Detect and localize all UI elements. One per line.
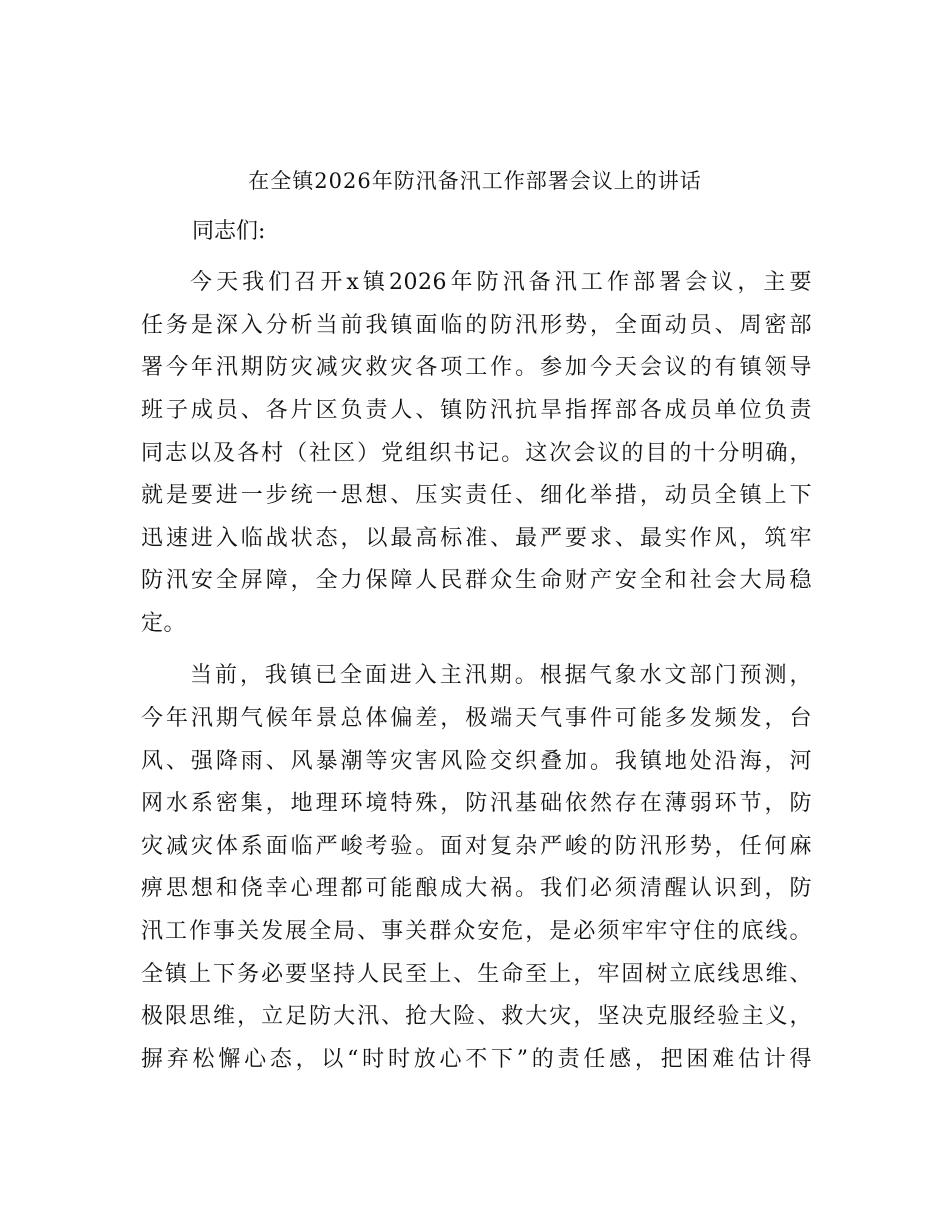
paragraph-2-line-1: 当前，我镇已全面进入主汛期。根据气象水文部门预测， [190,663,812,688]
paragraph-2-line-2: 今年汛期气候年景总体偏差，极端天气事件可能多发频发，台 [141,706,812,731]
paragraph-1-line-6: 就是要进一步统一思想、压实责任、细化举措，动员全镇上下 [141,483,812,508]
paragraph-1-line-1: 今天我们召开x镇2026年防汛备汛工作部署会议，主要 [190,270,812,295]
paragraph-2-line-4: 网水系密集，地理环境特殊，防汛基础依然存在薄弱环节，防 [141,791,812,816]
paragraph-2-line-3: 风、强降雨、风暴潮等灾害风险交织叠加。我镇地处沿海，河 [141,749,812,774]
paragraph-2-line-7: 汛工作事关发展全局、事关群众安危，是必须牢牢守住的底线。 [141,919,812,944]
paragraph-1-line-7: 迅速进入临战状态，以最高标准、最严要求、最实作风，筑牢 [141,526,812,551]
salutation: 同志们: [192,219,266,244]
paragraph-1-line-4: 班子成员、各片区负责人、镇防汛抗旱指挥部各成员单位负责 [141,398,812,423]
paragraph-2-line-9: 极限思维，立足防大汛、抢大险、救大灾，坚决克服经验主义， [141,1004,812,1029]
speech-title: 在全镇2026年防汛备汛工作部署会议上的讲话 [248,169,702,193]
paragraph-1-line-9: 定。 [141,611,187,636]
paragraph-2-line-5: 灾减灾体系面临严峻考验。面对复杂严峻的防汛形势，任何麻 [141,834,812,859]
paragraph-1-line-5: 同志以及各村（社区）党组织书记。这次会议的目的十分明确， [141,441,812,466]
paragraph-2-line-8: 全镇上下务必要坚持人民至上、生命至上，牢固树立底线思维、 [141,962,812,987]
paragraph-1-line-3: 署今年汛期防灾减灾救灾各项工作。参加今天会议的有镇领导 [141,355,812,380]
paragraph-1-line-2: 任务是深入分析当前我镇面临的防汛形势，全面动员、周密部 [141,313,812,338]
paragraph-2-line-6: 痹思想和侥幸心理都可能酿成大祸。我们必须清醒认识到，防 [141,876,812,901]
paragraph-2-line-10: 摒弃松懈心态，以“时时放心不下”的责任感，把困难估计得 [141,1047,812,1072]
paragraph-1-line-8: 防汛安全屏障，全力保障人民群众生命财产安全和社会大局稳 [141,568,812,593]
